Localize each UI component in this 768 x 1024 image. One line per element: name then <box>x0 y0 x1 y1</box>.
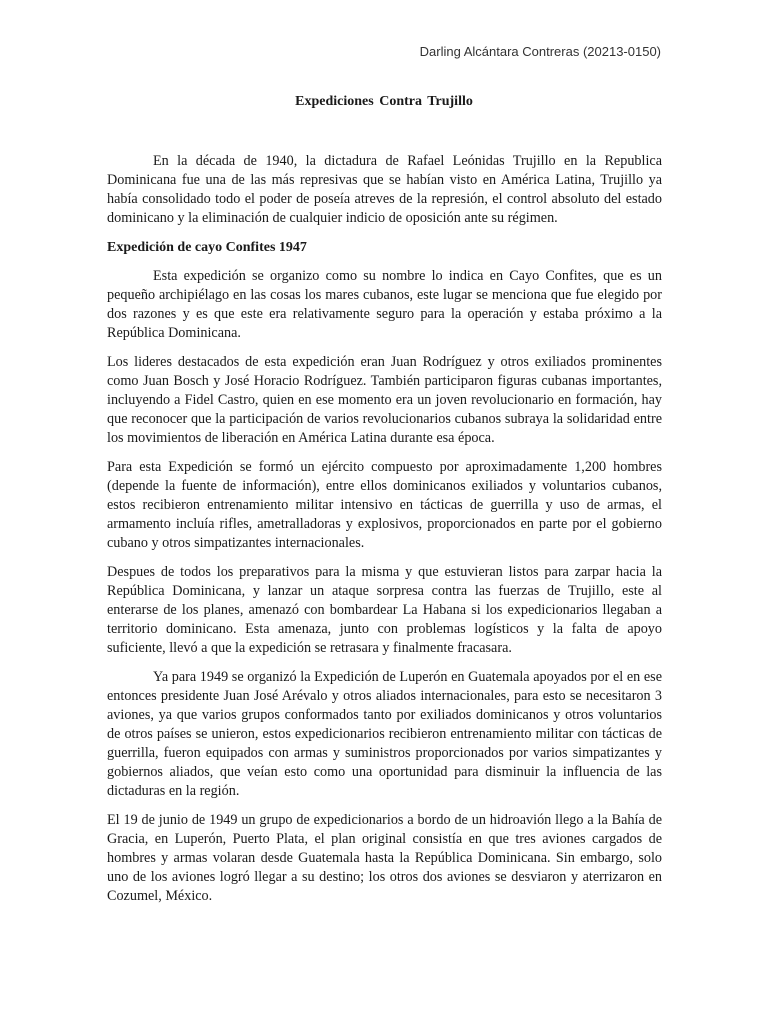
document-body <box>107 152 662 916</box>
paragraph-luperon: Ya para 1949 se organizó la Expedición de Luperón en Guatemala apoyados por el en ese entonces presidente Juan José Arévalo y otros aliados internacionales, para esto se necesitaron 3 aviones, ya que varios grupos conformados tanto por exiliados dominicanos y otros voluntarios de otros países se unieron, estos expedicionarios recibieron entrenamiento militar con tácticas de guerrilla, fueron equipados con armas y suministros proporcionados por varios simpatizantes y gobiernos aliados, que veían esto como una oportunidad para disminuir la influencia de las dictaduras en la región. <box>107 669 662 799</box>
paragraph-landing: El 19 de junio de 1949 un grupo de expedicionarios a bordo de un hidroavión llego a la Bahía de Gracia, en Luperón, Puerto Plata, el plan original consistía en que tres aviones cargados de hombres y armas volaran desde Guatemala hasta la República Dominicana. Sin embargo, solo uno de los aviones logró llegar a su destino; los otros dos aviones se desviaron y aterrizaron en Cozumel, México. <box>107 812 662 904</box>
paragraph-leaders: Los lideres destacados de esta expedición eran Juan Rodríguez y otros exiliados prominentes como Juan Bosch y José Horacio Rodríguez. También participaron figuras cubanas importantes, incluyendo a Fidel Castro, quien en ese momento era un joven revolucionario en formación, hay que reconocer que la participación de varios revolucionarios cubanos subraya la solidaridad entre los movimientos de liberación en América Latina durante esa época. <box>107 354 662 446</box>
author-line: Darling Alcántara Contreras (20213-0150) <box>419 44 661 59</box>
document-title: Expediciones Contra Trujillo <box>295 94 473 109</box>
paragraph-army: Para esta Expedición se formó un ejército compuesto por aproximadamente 1,200 hombres (depende la fuente de información), entre ellos dominicanos exiliados y voluntarios cubanos, estos recibieron entrenamiento militar intensivo en tácticas de guerrilla y uso de armas, el armamento incluía rifles, ametralladoras y explosivos, proporcionados en parte por el gobierno cubano y otros simpatizantes internacionales. <box>107 459 662 551</box>
paragraph-location: Esta expedición se organizo como su nombre lo indica en Cayo Confites, que es un pequeño archipiélago en las cosas los mares cubanos, este lugar se menciona que fue elegido por dos razones y es que este era relativamente seguro para la operación y estaba próximo a la República Dominicana. <box>107 268 662 341</box>
paragraph-failure: Despues de todos los preparativos para la misma y que estuvieran listos para zarpar hacia la República Dominicana, y lanzar un ataque sorpresa contra las fuerzas de Trujillo, este al enterarse de los planes, amenazó con bombardear La Habana si los expedicionarios llegaban a territorio dominicano. Esta amenaza, junto con problemas logísticos y la falta de apoyo suficiente, llevó a que la expedición se retrasara y finalmente fracasara. <box>107 564 662 656</box>
section-heading: Expedición de cayo Confites 1947 <box>107 240 307 255</box>
paragraph-intro: En la década de 1940, la dictadura de Rafael Leónidas Trujillo en la Republica Dominicana fue una de las más represivas que se habían visto en América Latina, Trujillo ya había consolidado todo el poder de poseía atreves de la represión, el control absoluto del estado dominicano y la eliminación de cualquier indicio de oposición ante su régimen. <box>107 153 662 226</box>
